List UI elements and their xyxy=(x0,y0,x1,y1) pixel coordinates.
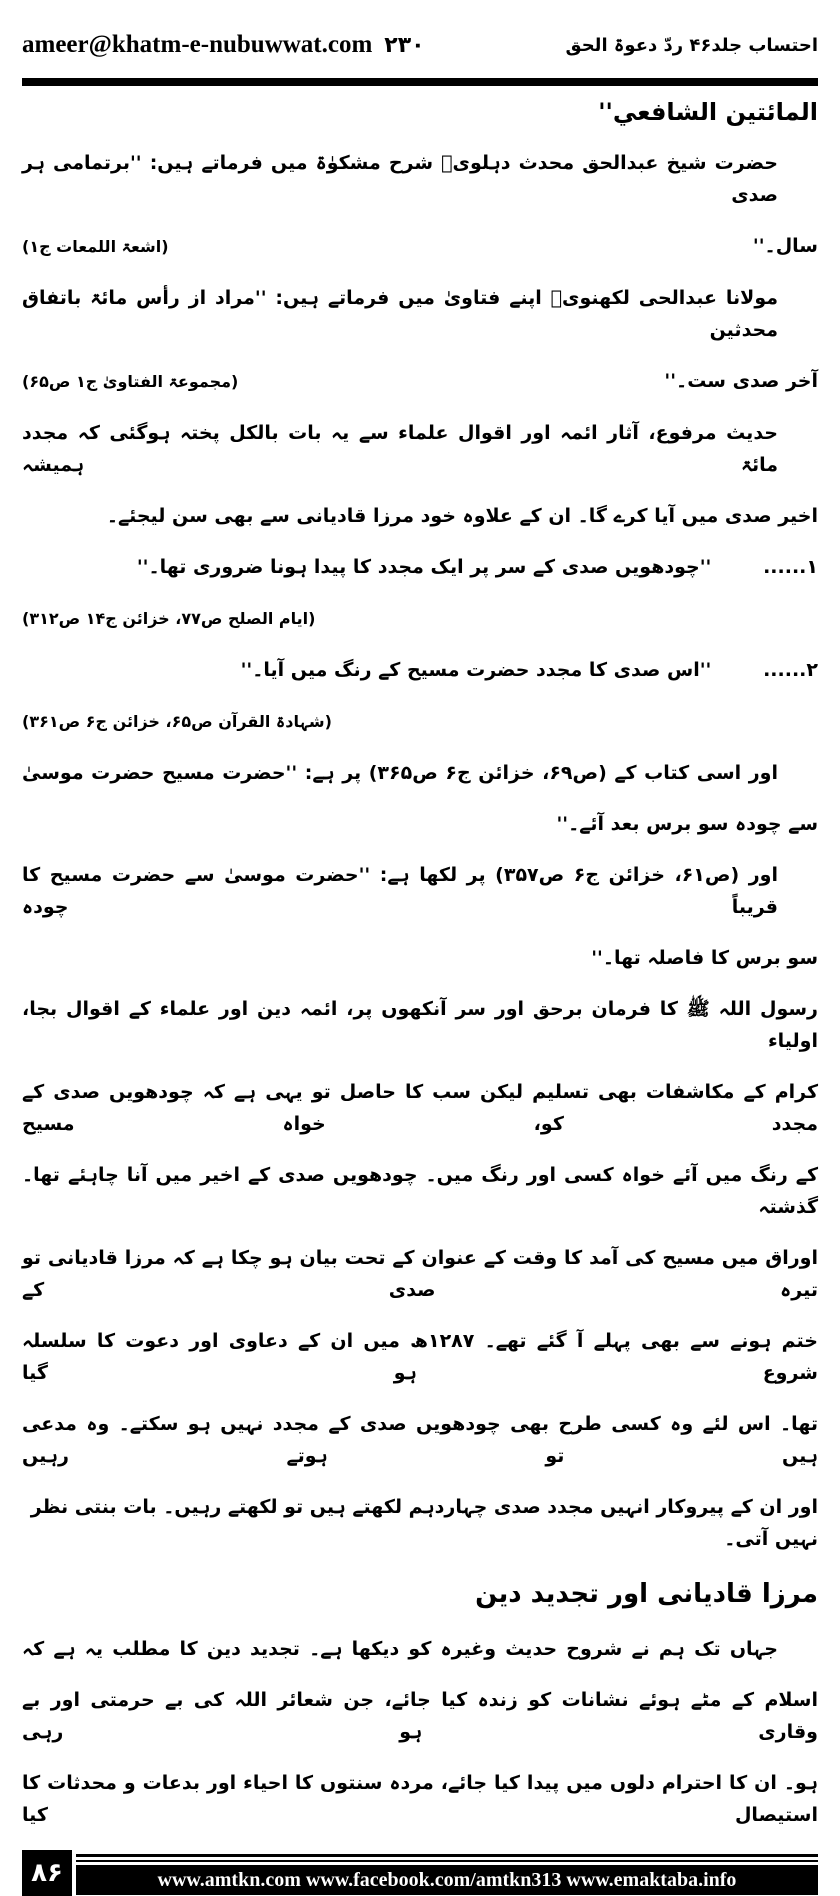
text-line: ختم ہونے سے بھی پہلے آ گئے تھے۔ ۱۲۸۷ھ میں ان کے دعاوی اور دعوت کا سلسلہ شروع ہو گیا xyxy=(22,1330,818,1384)
text-line: اور (ص۶۱، خزائن ج۶ ص۳۵۷) پر لکھا ہے: ''حضرت موسیٰ سے حضرت مسیح کا قریباً چودہ xyxy=(22,864,778,918)
text-line: حدیث مرفوع، آثار ائمہ اور اقوال علماء سے یہ بات بالکل پختہ ہوگئی کہ مجدد مائۃ ہمیشہ xyxy=(22,422,778,476)
header-page-number: ۲۳۰ xyxy=(384,33,425,58)
line-text: سال۔'' xyxy=(752,235,818,257)
page-footer xyxy=(22,1850,818,1896)
text-line: المائتين الشافعي'' xyxy=(598,98,818,126)
text-line: رسول اللہ ﷺ کا فرمان برحق اور سر آنکھوں پر، ائمہ دین اور علماء کے اقوال بجا، اولیاء xyxy=(22,998,818,1052)
text-line: اسلام کے مٹے ہوئے نشانات کو زندہ کیا جائے، جن شعائر اللہ کی بے حرمتی اور بے وقاری ہو رہی xyxy=(22,1689,818,1743)
text-line: اوراق میں مسیح کی آمد کا وقت کے عنوان کے تحت بیان ہو چکا ہے کہ مرزا قادیانی تو تیرہ صدی کے xyxy=(22,1247,818,1301)
page-body xyxy=(22,86,818,1831)
citation: (اشعۃ اللمعات ج۱) xyxy=(22,237,169,256)
text-line: اخیر صدی میں آیا کرے گا۔ ان کے علاوہ خود مرزا قادیانی سے بھی سن لیجئے۔ xyxy=(106,505,818,527)
item-number: ۲...... xyxy=(763,659,818,681)
text-line: جہاں تک ہم نے شروح حدیث وغیرہ کو دیکھا ہے۔ تجدید دین کا مطلب یہ ہے کہ xyxy=(22,1638,778,1660)
text-line: تھا۔ اس لئے وہ کسی طرح بھی چودھویں صدی کے مجدد نہیں ہو سکتے۔ وہ مدعی ہیں تو ہوتے رہیں xyxy=(22,1413,818,1467)
footer-rule xyxy=(76,1854,818,1857)
footer-right xyxy=(76,1850,818,1896)
text-line: کے رنگ میں آئے خواہ کسی اور رنگ میں۔ چودھویں صدی کے اخیر میں آنا چاہئے تھا۔ گذشتہ xyxy=(22,1164,818,1218)
header-left xyxy=(22,31,425,59)
header-book-title: احتساب جلد۴۶ ردّ دعوۃ الحق xyxy=(565,34,818,56)
header-rule xyxy=(22,78,818,86)
quote-line xyxy=(22,654,818,686)
footer-page-number: ۸۶ xyxy=(22,1850,72,1896)
text-line: اور ان کے پیروکار انہیں مجدد صدی چہاردہم لکھتے ہیں تو لکھتے رہیں۔ بات بنتی نظر نہیں آتی۔ xyxy=(30,1496,818,1550)
section-heading: مرزا قادیانی اور تجدید دین xyxy=(475,1579,818,1609)
reference-line xyxy=(22,602,818,635)
line-text: آخر صدی ست۔'' xyxy=(664,370,818,392)
text-line: سو برس کا فاصلہ تھا۔'' xyxy=(591,947,818,969)
quote-text: ''اس صدی کا مجدد حضرت مسیح کے رنگ میں آیا۔'' xyxy=(240,659,712,681)
text-line: کرام کے مکاشفات بھی تسلیم لیکن سب کا حاصل تو یہی ہے کہ چودھویں صدی کے مجدد کو، خواہ مسیح xyxy=(22,1081,818,1135)
text-line: مولانا عبدالحی لکھنویؒ اپنے فتاویٰ میں فرماتے ہیں: ''مراد از رأس مائۃ باتفاق محدثین xyxy=(22,287,778,341)
text-line: سے چودہ سو برس بعد آئے۔'' xyxy=(556,813,818,835)
item-number: ۱...... xyxy=(763,556,818,578)
text-line: حضرت شیخ عبدالحق محدث دہلویؒ شرح مشکوٰۃ میں فرماتے ہیں: ''برتمامی ہر صدی xyxy=(22,152,778,206)
reference-line xyxy=(22,705,818,738)
header-email: ameer@khatm-e-nubuwwat.com xyxy=(22,31,373,58)
text-line xyxy=(22,230,818,263)
page-header xyxy=(22,0,818,74)
footer-rule xyxy=(76,1860,818,1862)
reference: (شہادۃ القرآن ص۶۵، خزائن ج۶ ص۳۶۱) xyxy=(22,712,332,731)
quote-line xyxy=(22,551,818,583)
citation: (مجموعۃ الفتاویٰ ج۱ ص۶۵) xyxy=(22,372,239,391)
reference: (ایام الصلح ص۷۷، خزائن ج۱۴ ص۳۱۲) xyxy=(22,609,316,628)
text-line: اور اسی کتاب کے (ص۶۹، خزائن ج۶ ص۳۶۵) پر ہے: ''حضرت مسیح حضرت موسیٰ xyxy=(22,762,778,784)
footer-links: www.amtkn.com www.facebook.com/amtkn313 www.emaktaba.info xyxy=(76,1865,818,1895)
quote-text: ''چودھویں صدی کے سر پر ایک مجدد کا پیدا ہونا ضروری تھا۔'' xyxy=(136,556,712,578)
text-line: ہو۔ ان کا احترام دلوں میں پیدا کیا جائے، مردہ سنتوں کا احیاء اور بدعات و محدثات کا استیصال کیا xyxy=(22,1772,818,1826)
text-line xyxy=(22,365,818,398)
